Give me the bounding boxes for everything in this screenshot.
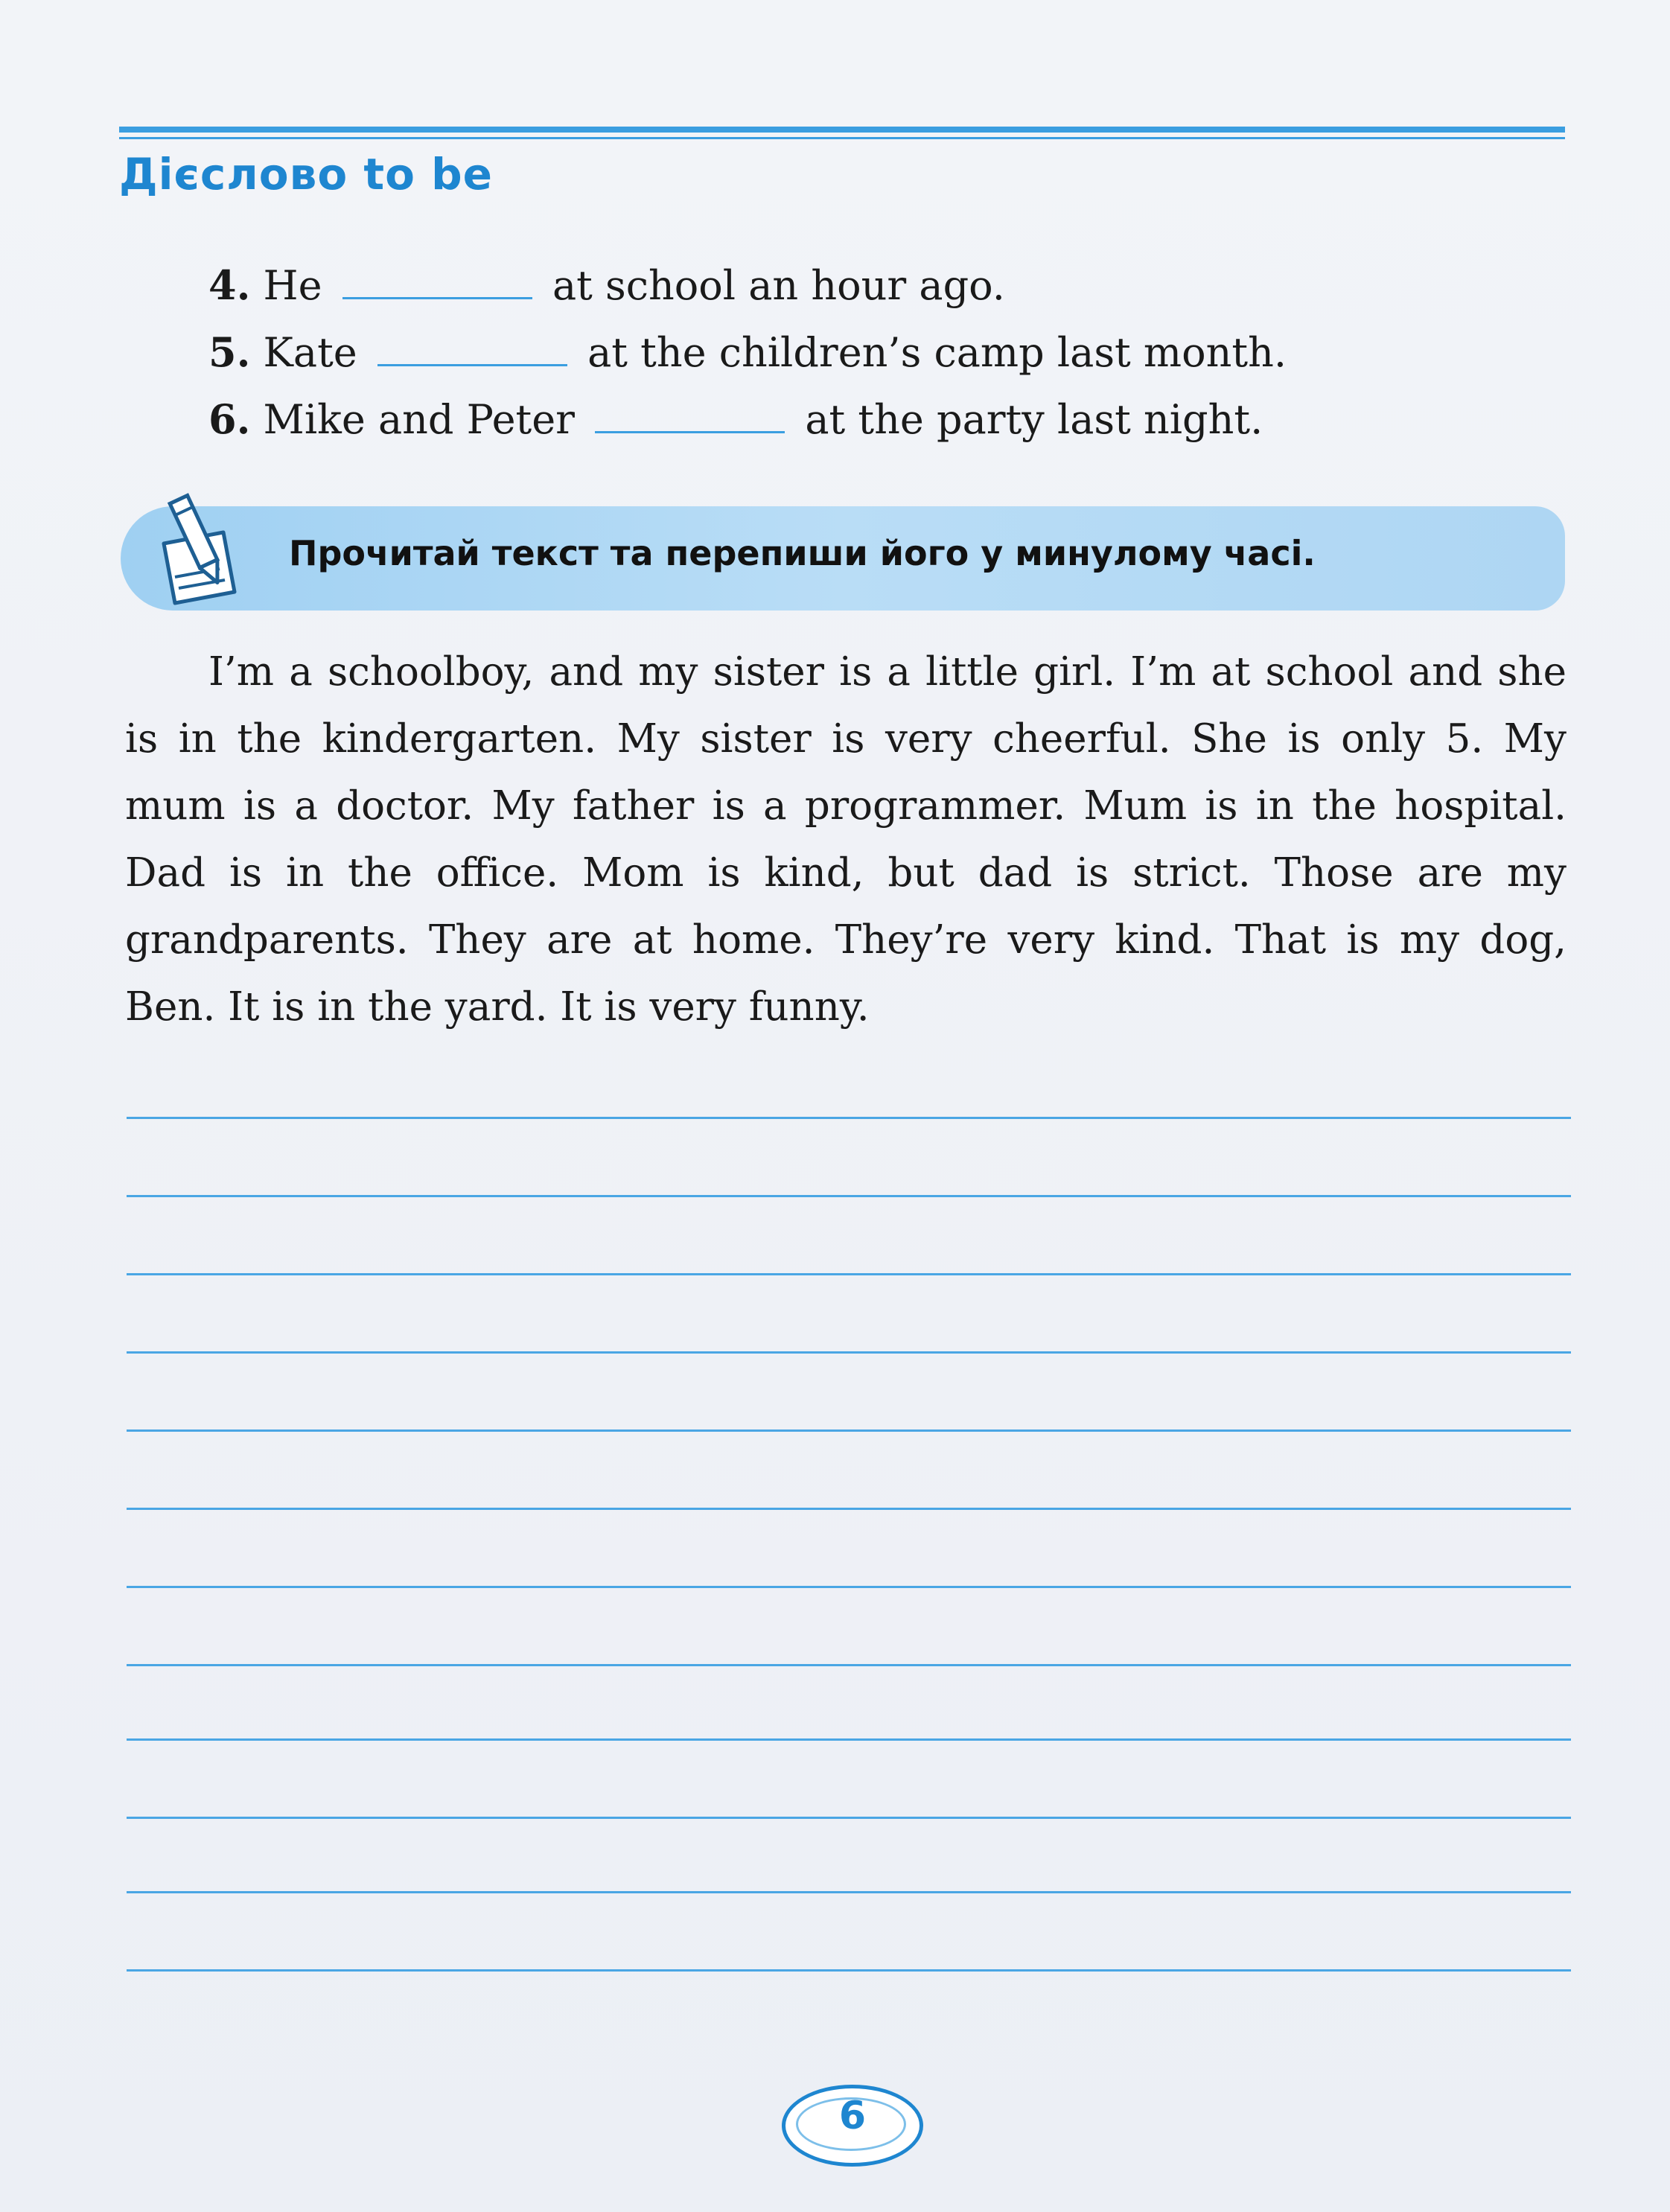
writing-line[interactable] (127, 1508, 1571, 1510)
section-title: Дієслово to be (119, 149, 493, 200)
reading-text (125, 639, 1567, 1041)
writing-line[interactable] (127, 1195, 1571, 1197)
exercise-item-5 (208, 324, 1287, 379)
writing-line[interactable] (127, 1817, 1571, 1819)
header-rule (119, 127, 1565, 133)
exercise-number: 5. (208, 328, 251, 376)
exercise-item-4 (208, 257, 1005, 312)
exercise-item-6 (208, 391, 1263, 446)
writing-line[interactable] (127, 1891, 1571, 1893)
page-number: 6 (838, 2094, 867, 2138)
answer-blank[interactable] (377, 324, 567, 366)
pencil-on-paper-icon (141, 491, 253, 611)
writing-line[interactable] (127, 1969, 1571, 1972)
answer-blank[interactable] (342, 257, 532, 299)
exercise-text-after: at the children’s camp last month. (587, 329, 1287, 376)
exercise-text-after: at school an hour ago. (552, 262, 1005, 309)
writing-line[interactable] (127, 1117, 1571, 1119)
writing-line[interactable] (127, 1351, 1571, 1354)
writing-line[interactable] (127, 1586, 1571, 1588)
answer-blank[interactable] (595, 391, 785, 433)
writing-line[interactable] (127, 1738, 1571, 1741)
reading-paragraph: I’m a schoolboy, and my sister is a little girl. I’m at school and she is in the kindergarten. My sister is very cheerful. She is only 5. My mum is a doctor. My father is a programmer. Mum is in the hospital. Dad is in the office. Mom is kind, but dad is strict. Those are my grandparents. They are at home. They’re very kind. That is my dog, Ben. It is in the yard. It is very funny. (125, 649, 1567, 1030)
exercise-text-before: Mike and Peter (263, 396, 575, 443)
instruction-text: Прочитай текст та перепиши його у минулому часі. (289, 533, 1316, 573)
exercise-number: 4. (208, 261, 251, 309)
exercise-text-after: at the party last night. (805, 396, 1263, 443)
exercise-number: 6. (208, 395, 251, 443)
exercise-text-before: He (263, 262, 322, 309)
header-rule-thin (119, 137, 1565, 139)
exercise-text-before: Kate (263, 329, 357, 376)
writing-line[interactable] (127, 1273, 1571, 1275)
writing-line[interactable] (127, 1664, 1571, 1666)
writing-line[interactable] (127, 1429, 1571, 1432)
